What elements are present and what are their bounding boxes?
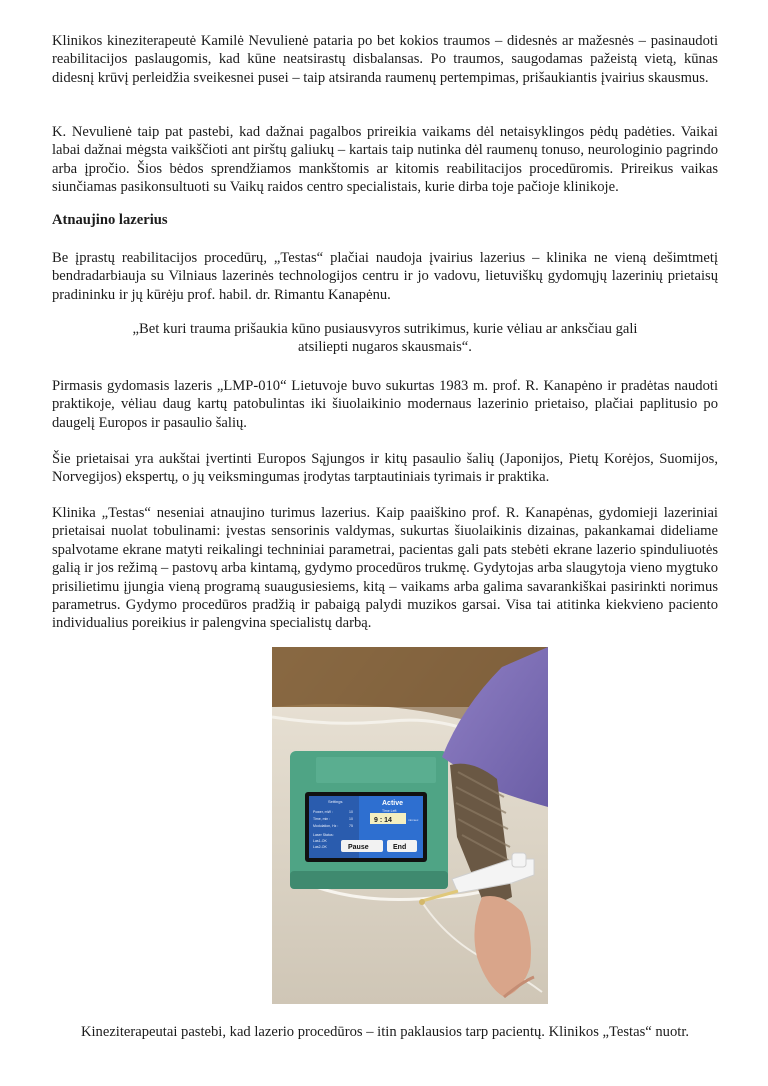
power-label: Power, mW : xyxy=(313,810,333,814)
device-settings-label: Settings xyxy=(328,799,343,804)
laser-device xyxy=(290,751,448,889)
time-label: Time, min : xyxy=(313,817,331,821)
pause-button: Pause xyxy=(348,844,369,851)
time-left-label: Time Left xyxy=(382,809,397,813)
paragraph-rehabilitation-advice: Klinikos kineziterapeutė Kamilė Nevulienė pataria po bet kokios traumos – didesnės ar mažesnės – pasinaudoti reabilitacijos paslaugomis, kad kūne neatsirastų disbalansas. Po traumos, saugodamas pažeistą vietą, kūnas didesnį krūvį perleidžia sveikesnei pusei – taip atsiranda raumenų pertempimas, prišaukiantis įvairius skausmus. xyxy=(52,33,718,86)
modulation-value: 75 xyxy=(349,824,353,828)
paragraph-device-recognition: Šie prietaisai yra aukštai įvertinti Europos Sąjungos ir kitų pasaulio šalių (Japonijos, Pietų Korėjos, Suomijos, Norvegijos) ekspertų, o jų veiksmingumas įrodytas tarptautiniais tyrimais ir praktika. xyxy=(52,451,718,486)
paragraph-first-laser: Pirmasis gydomasis lazeris „LMP-010“ Lietuvoje buvo sukurtas 1983 m. prof. R. Kanapėno ir pradėtas naudoti praktikoje, vėliau daug kartų patobulintas iki šiuolaikinio modernaus lazerinio prietaiso, plačiai paplitusio po daugelį Europos ir pasaulio šalių. xyxy=(52,378,718,431)
laser-status-label: Laser Status: xyxy=(313,833,334,837)
laser-device-photo xyxy=(272,647,548,1004)
end-button: End xyxy=(393,844,407,851)
device-status-text: Active xyxy=(382,800,404,807)
modulation-label: Modulation, Hz : xyxy=(313,824,339,828)
laser2-status: Las2-OK xyxy=(313,845,327,849)
paragraph-clinic-update: Klinika „Testas“ neseniai atnaujino turimus lazerius. Kaip paaiškino prof. R. Kanapėnas, gydomieji lazeriniai prietaisai nuolat tobulinami: įvestas sensorinis valdymas, sukurtas šiuolaikinis dizainas, pakankamai dideliame spalvotame ekrane matyti reikalingi techniniai parametrai, pacientas gali pats stebėti ekrane lazerio spinduliuotės galią ir jos režimą – pastovų arba kintamą, gydymo procedūros trukmę. Gydytojas arba slaugytoja vieno mygtuko prisilietimu įjungia vieną programą suaugusiesiems, kitą – vaikams arba galima savarankiškai pasirinkti norimus parametrus. Gydymo procedūros pradžią ir pabaigą palydi muzikos garsai. Visa tai atitinka kiekvieno paciento individualius poreikius ir palengvina specialistų darbą. xyxy=(52,505,718,632)
power-value: 10 xyxy=(349,810,353,814)
laser1-status: Las1-OK xyxy=(313,839,327,843)
section-heading: Atnaujino lazerius xyxy=(52,212,168,228)
time-value: 10 xyxy=(349,817,353,821)
time-left-value: 9 : 14 xyxy=(374,817,392,824)
paragraph-lasers-intro: Be įprastų reabilitacijos procedūrų, „Testas“ plačiai naudoja įvairius lazerius – klinika ne vieną dešimtmetį bendradarbiauja su Vilniaus lazerinės technologijos centru ir jo vadovu, lietuviškų gydomųjų lazerinių prietaisų pradininku ir jų kūrėju prof. habil. dr. Rimantu Kanapėnu. xyxy=(52,250,718,303)
pull-quote: „Bet kuri trauma prišaukia kūno pusiausvyros sutrikimus, kurie vėliau ar anksčiau gali atsiliepti nugaros skausmais“. xyxy=(132,321,638,356)
paragraph-children-feet: K. Nevulienė taip pat pastebi, kad dažnai pagalbos prireikia vaikams dėl netaisyklingos pėdų padėties. Vaikai labai dažnai mėgsta vaikščioti ant pirštų galiukų – kartais taip nutinka dėl raumenų tonuso, neurologinio pagrindo arba įpročio. Šios bėdos sprendžiamos mankštomis ar kitomis reabilitacijos procedūromis. Prireikus vaikas siunčiamas pasikonsultuoti su Vaikų raidos centro specialistais, kurie dirba toje pačioje klinikoje. xyxy=(52,124,718,196)
photo-caption: Kineziterapeutai pastebi, kad lazerio procedūros – itin paklausios tarp pacientų. Klinikos „Testas“ nuotr. xyxy=(80,1024,690,1040)
time-left-unit: min:sec xyxy=(408,818,419,822)
